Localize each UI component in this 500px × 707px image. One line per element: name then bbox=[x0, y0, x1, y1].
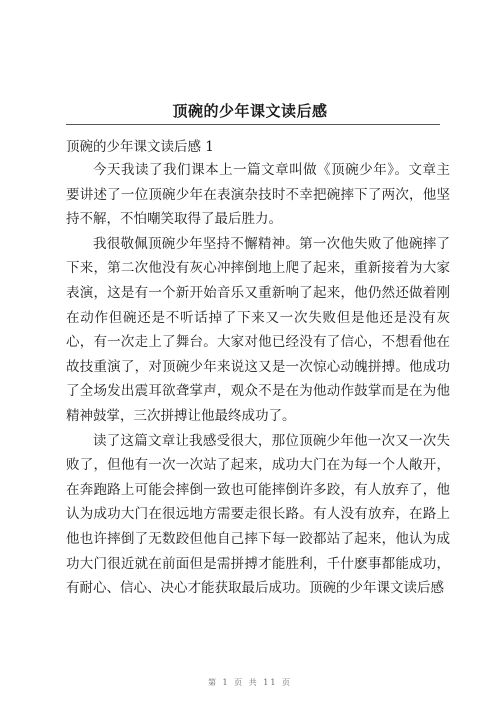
section-heading: 顶碗的少年课文读后感 1 bbox=[66, 139, 214, 155]
paragraph-1: 今天我读了我们课本上一篇文章叫做《顶碗少年》。文章主要讲述了一位顶碗少年在表演杂技时不幸把碗摔下了两次，他坚持不解，不怕嘲笑取得了最后胜力。 bbox=[66, 162, 450, 228]
title-divider bbox=[66, 124, 440, 125]
paragraph-2: 我很敬佩顶碗少年坚持不懈精神。第一次他失败了他碗摔了下来，第二次他没有灰心冲摔倒地上爬了起来，重新接着为大家表演，这是有一个新开始音乐又重新响了起来，他仍然还做着刚在动作但碗还是不听话掉了下来又一次失败但是他还是没有灰心，有一次走上了舞台。大家对他已经没有了信心，不想看他在故技重演了，对顶碗少年来说这又是一次惊心动魄拼搏。他成功了全场发出震耳欲聋掌声，观众不是在为他动作鼓掌而是在为他精神鼓掌，三次拼搏让他最终成功了。 bbox=[66, 235, 450, 424]
paragraph-3: 读了这篇文章让我感受很大，那位顶碗少年他一次又一次失败了，但他有一次一次站了起来，成功大门在为每一个人敞开，在奔跑路上可能会摔倒一致也可能摔倒许多跤，有人放弃了，他认为成功大门在很远地方需要走很长路。有人没有放弃，在路上他也许摔倒了无数跤但他自己摔下每一跤都站了起来，他认为成功大门很近就在前面但是需拼搏才能胜利，千什麽事都能成功，有耐心、信心、决心才能获取最后成功。顶碗的少年课文读后感 bbox=[66, 432, 450, 597]
page-number-footer: 第 1 页 共 11 页 bbox=[208, 678, 292, 687]
document-body bbox=[66, 158, 450, 601]
document-title: 顶碗的少年课文读后感 bbox=[172, 102, 328, 120]
